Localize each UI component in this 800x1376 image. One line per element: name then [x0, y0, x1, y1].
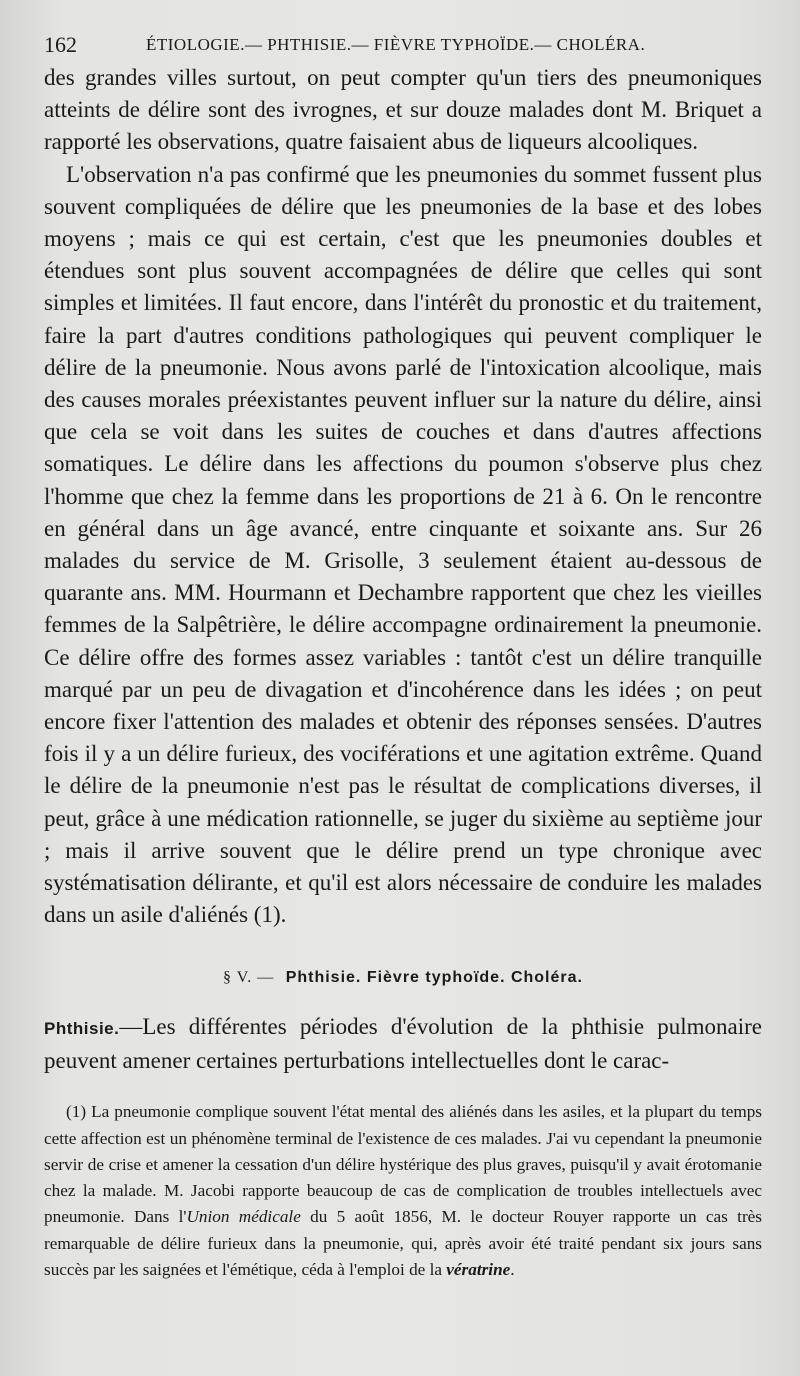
section-heading [44, 969, 762, 987]
footnote [44, 1099, 762, 1282]
section-mark: § V. — [223, 969, 275, 987]
section-title: Phthisie. Fièvre typhoïde. Choléra. [285, 969, 583, 987]
paragraph-observation: L'observation n'a pas confirmé que les pneumonies du sommet fussent plus souvent compliquées de délire que les pneumonies de la base et des lobes moyens ; mais ce qui est certain, c'est que les pneumonies doubles et étendues sont plus souvent accompagnées de délire que celles qui sont simples et limitées. Il faut encore, dans l'intérêt du pronostic et du traitement, faire la part d'autres conditions pathologiques qui peuvent compliquer le délire de la pneumonie. Nous avons parlé de l'intoxication alcoolique, mais des causes morales préexistantes peuvent influer sur la nature du délire, ainsi que cela se voit dans les suites de couches et dans d'autres affections somatiques. Le délire dans les affections du poumon s'observe plus chez l'homme que chez la femme dans les proportions de 21 à 6. On le rencontre en général dans un âge avancé, entre cinquante et soixante ans. Sur 26 malades du service de M. Grisolle, 3 seulement étaient au-dessous de quarante ans. MM. Hourmann et Dechambre rapportent que chez les vieilles femmes de la Salpêtrière, le délire accompagne ordinairement la pneumonie. Ce délire offre des formes assez variables : tantôt c'est un délire tranquille marqué par un peu de divagation et d'incohérence dans les idées ; on peut encore fixer l'attention des malades et obtenir des réponses sensées. D'autres fois il y a un délire furieux, des vociférations et une agitation extrême. Quand le délire de la pneumonie n'est pas le résultat de complications diverses, il peut, grâce à une médication rationnelle, se juger du sixième au septième jour ; mais il arrive souvent que le délire prend un type chronique avec systématisation délirante, et qu'il est alors nécessaire de conduire les malades dans un asile d'aliénés (1). [44, 161, 762, 928]
footnote-remedy: vératrine [446, 1259, 511, 1279]
main-text [44, 62, 762, 931]
paragraph-continued: des grandes villes surtout, on peut compter qu'un tiers des pneumoniques atteints de délire sont des ivrognes, et sur douze malades dont M. Briquet a rapporté les observations, quatre faisaient abus de liqueurs alcooliques. [44, 65, 762, 155]
footnote-text-part1: (1) La pneumonie complique souvent l'état mental des aliénés dans les asiles, et la plupart du temps cette affection est un phénomène terminal de l'existence de ces malades. J'ai vu cependant la pneumonie servir de crise et amener la cessation d'un délire hystérique des plus graves, puisqu'il y avait érotomanie chez la malade. M. Jacobi rapporte beaucoup de cas de complication de troubles intellectuels avec pneumonie. Dans l' [44, 1102, 762, 1227]
page-number: 162 [44, 32, 77, 57]
phthisie-lead: Phthisie. [44, 1019, 120, 1039]
footnote-text-part3: . [510, 1259, 515, 1279]
page-header [44, 0, 762, 62]
paragraph-phthisie [44, 1011, 762, 1077]
footnote-journal-title: Union médicale [186, 1207, 301, 1227]
footnote-text-part2: du 5 août 1856, M. le docteur Rouyer rapporte un cas très remarquable de délire furieux dans la pneumonie, qui, après avoir été traité pendant six jours sans succès par les saignées et l'émétique, céda à l'emploi de la [44, 1207, 762, 1279]
running-head: ÉTIOLOGIE.— PHTHISIE.— FIÈVRE TYPHOÏDE.— CHOLÉRA. [146, 35, 646, 54]
footnote-paragraph [44, 1099, 762, 1282]
phthisie-text: —Les différentes périodes d'évolution de la phthisie pulmonaire peuvent amener certaines perturbations intellectuelles dont le carac- [44, 1014, 762, 1074]
